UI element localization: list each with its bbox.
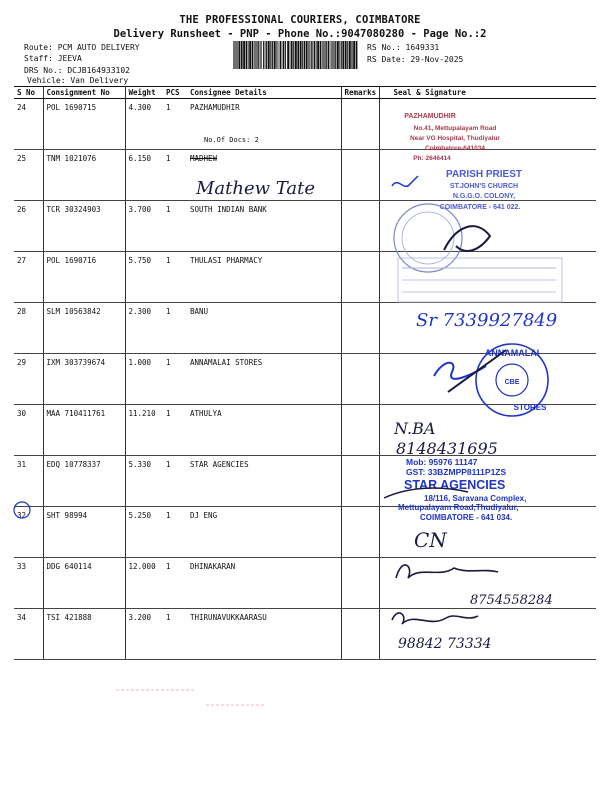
route-label: Route: PCM AUTO DELIVERY: [24, 43, 140, 52]
handwritten-phone: 98842 73334: [398, 636, 492, 652]
handwritten-initials: CN: [414, 528, 447, 552]
row-consignee-text: ANNAMALAI STORES: [190, 358, 263, 367]
row-sno-text: 25: [17, 154, 27, 163]
row-consignment-no-text: TSI 421888: [46, 613, 92, 622]
barcode-bar: [331, 41, 332, 69]
row-pcs-text: 1: [166, 562, 171, 571]
row-weight-text: 2.300: [128, 307, 152, 316]
stamp-line: 18/116, Saravana Complex,: [424, 494, 527, 503]
col-header-weight: Weight: [125, 87, 163, 99]
row-consignee: [187, 456, 341, 507]
row-consignment-no: [43, 252, 125, 303]
row-consignment-no-text: IXM 303739674: [46, 358, 106, 367]
row-consignment-no: [43, 303, 125, 354]
row-weight-text: 5.750: [128, 256, 152, 265]
barcode-bar: [347, 41, 348, 69]
row-weight: [125, 99, 163, 150]
barcode-bar: [254, 41, 255, 69]
row-weight-text: 1.000: [128, 358, 152, 367]
row-weight: [125, 456, 163, 507]
row-consignee-text: STAR AGENCIES: [190, 460, 249, 469]
row-weight-text: 3.700: [128, 205, 152, 214]
drs-number: DRS No.: DCJB164933102: [24, 66, 130, 75]
row-pcs: [163, 456, 187, 507]
row-consignment-no-text: TNM 1021076: [46, 154, 97, 163]
row-signature-cell: [379, 252, 596, 303]
row-pcs-text: 1: [166, 460, 171, 469]
row-signature-cell: [379, 99, 596, 150]
row-signature-cell: [379, 303, 596, 354]
barcode-bar: [326, 41, 327, 69]
row-remarks: [341, 150, 379, 201]
barcode-bar: [337, 41, 339, 69]
row-pcs: [163, 150, 187, 201]
handwritten-signature: Mathew Tate: [196, 178, 315, 199]
barcode-bar: [356, 41, 358, 69]
rs-date: RS Date: 29-Nov-2025: [367, 55, 464, 64]
table-row: [14, 354, 596, 405]
row-pcs-text: 1: [166, 205, 171, 214]
row-consignee-text: MADHEW: [190, 154, 218, 163]
col-header-remarks: Remarks: [341, 87, 379, 99]
row-sno-text: 24: [17, 103, 27, 112]
barcode-bar: [258, 41, 259, 69]
stamp-line: Mob: 95976 11147: [406, 457, 478, 467]
barcode-bar: [261, 41, 262, 69]
row-sno: [14, 507, 43, 558]
table-row: [14, 150, 596, 201]
stamp-line: STAR AGENCIES: [404, 478, 506, 492]
barcode-bar: [263, 41, 264, 69]
row-weight-text: 5.330: [128, 460, 152, 469]
row-sno-text: 33: [17, 562, 27, 571]
row-consignee: [187, 354, 341, 405]
row-pcs-text: 1: [166, 154, 171, 163]
barcode-bar: [341, 41, 342, 69]
barcode-bar: [297, 41, 299, 69]
table-row: [14, 405, 596, 456]
row-pcs-text: 1: [166, 307, 171, 316]
row-consignment-no: [43, 150, 125, 201]
barcode-bar: [278, 41, 279, 69]
barcode-bar: [234, 41, 235, 69]
row-sno-text: 30: [17, 409, 27, 418]
row-sno-text: 26: [17, 205, 27, 214]
row-consignee: [187, 507, 341, 558]
table-row: [14, 252, 596, 303]
barcode-bar: [238, 41, 240, 69]
table-header-row: [14, 87, 596, 99]
barcode-bar: [293, 41, 294, 69]
row-signature-cell: [379, 150, 596, 201]
stamp-line: CBE: [504, 379, 520, 386]
runsheet-subtitle: Delivery Runsheet - PNP - Phone No.:9047080280 - Page No.:2: [113, 28, 487, 40]
company-title: THE PROFESSIONAL COURIERS, COIMBATORE: [179, 14, 421, 26]
row-sno: [14, 252, 43, 303]
row-consignment-no: [43, 354, 125, 405]
barcode-bar: [295, 41, 297, 69]
col-header-signature: Seal & Signature: [379, 87, 596, 99]
stamp-line: Near VG Hospital, Thudiyalur: [410, 135, 500, 142]
barcode-bar: [235, 41, 236, 69]
row-consignment-no-text: SHT 98994: [46, 511, 88, 520]
row-pcs-text: 1: [166, 103, 171, 112]
row-signature-cell: [379, 609, 596, 660]
row-weight-text: 5.250: [128, 511, 152, 520]
barcode-bar: [304, 41, 305, 69]
row-weight: [125, 354, 163, 405]
table-row: [14, 507, 596, 558]
row-consignee: [187, 303, 341, 354]
stamp-line: Mettupalayam Road,Thudiyalur,: [398, 503, 519, 512]
row-consignment-no: [43, 609, 125, 660]
barcode-bar: [328, 41, 329, 69]
row-consignee: [187, 405, 341, 456]
barcode-bar: [265, 41, 266, 69]
barcode-bar: [287, 41, 289, 69]
barcode-bar: [276, 41, 277, 69]
row-consignee: [187, 201, 341, 252]
row-sno-text: 31: [17, 460, 27, 469]
barcode-bar: [302, 41, 303, 69]
row-sno: [14, 201, 43, 252]
row-pcs-text: 1: [166, 256, 171, 265]
barcode-bar: [274, 41, 276, 69]
row-weight-text: 3.200: [128, 613, 152, 622]
col-header-consignee: Consignee Details: [187, 87, 341, 99]
row-sno: [14, 354, 43, 405]
row-remarks: [341, 99, 379, 150]
runsheet-table: [14, 86, 596, 660]
row-sno: [14, 558, 43, 609]
row-consignment-no: [43, 558, 125, 609]
barcode-bar: [320, 41, 322, 69]
stamp-line: COIMBATORE - 641 034.: [420, 513, 513, 522]
stamp-line: PARISH PRIEST: [446, 169, 522, 180]
row-weight: [125, 609, 163, 660]
row-pcs: [163, 405, 187, 456]
stamp-line: GST: 33BZMPP8111P1ZS: [406, 467, 507, 477]
handwritten-phone: 8754558284: [470, 593, 553, 608]
row-weight: [125, 150, 163, 201]
row-remarks: [341, 303, 379, 354]
stamp-line: Ph: 2646414: [413, 155, 451, 162]
row-weight-text: 12.000: [128, 562, 156, 571]
row-signature-cell: [379, 558, 596, 609]
barcode-bar: [324, 41, 325, 69]
barcode-bar: [339, 41, 340, 69]
row-consignment-no-text: DDG 640114: [46, 562, 92, 571]
row-weight: [125, 201, 163, 252]
row-sno-text: 34: [17, 613, 27, 622]
stamp-line: ANNAMALAI: [484, 348, 540, 358]
barcode-bar: [317, 41, 319, 69]
row-signature-cell: [379, 201, 596, 252]
row-weight-text: 6.150: [128, 154, 152, 163]
barcode-bar: [248, 41, 249, 69]
row-consignee-text: THIRUNAVUKKAARASU: [190, 613, 267, 622]
barcode-bar: [279, 41, 280, 69]
col-header-sno: S No: [14, 87, 43, 99]
row-pcs: [163, 609, 187, 660]
row-consignee: [187, 252, 341, 303]
barcode-bar: [233, 41, 234, 69]
row-weight-text: 4.300: [128, 103, 152, 112]
barcode-bar: [272, 41, 273, 69]
handwritten-signature: N.BA: [394, 419, 436, 438]
row-remarks: [341, 609, 379, 660]
barcode-bar: [322, 41, 323, 69]
barcode-bar: [345, 41, 347, 69]
barcode-bar: [246, 41, 248, 69]
barcode-bar: [335, 41, 336, 69]
row-consignee-text: ATHULYA: [190, 409, 222, 418]
row-consignment-no-text: SLM 10563842: [46, 307, 101, 316]
barcode-bar: [255, 41, 256, 69]
row-pcs: [163, 303, 187, 354]
row-sno-text: 29: [17, 358, 27, 367]
row-remarks: [341, 201, 379, 252]
row-consignee-text: THULASI PHARMACY: [190, 256, 263, 265]
row-consignee-text: PAZHAMUDHIR: [190, 103, 240, 112]
barcode-bar: [308, 41, 309, 69]
row-sno: [14, 150, 43, 201]
row-weight: [125, 405, 163, 456]
barcode-bar: [291, 41, 293, 69]
stamp-line: COIMBATORE - 641 022.: [439, 204, 521, 211]
barcode-bar: [280, 41, 281, 69]
barcode-bar: [268, 41, 270, 69]
barcode-bar: [282, 41, 283, 69]
handwritten-phone: 8148431695: [396, 439, 498, 458]
row-remarks: [341, 354, 379, 405]
barcode-bar: [342, 41, 344, 69]
row-sno: [14, 456, 43, 507]
barcode-bar: [312, 41, 313, 69]
row-weight: [125, 252, 163, 303]
row-consignee: [187, 150, 341, 201]
row-consignment-no-text: MAA 710411761: [46, 409, 106, 418]
row-sno-text: 32: [17, 511, 27, 520]
row-pcs: [163, 201, 187, 252]
row-pcs: [163, 354, 187, 405]
row-consignment-no: [43, 507, 125, 558]
row-consignment-no-text: POL 1690716: [46, 256, 97, 265]
stamp-line: Coimbatore-641034: [425, 145, 485, 152]
row-sno: [14, 405, 43, 456]
row-sno: [14, 609, 43, 660]
barcode-bar: [306, 41, 308, 69]
row-consignment-no: [43, 99, 125, 150]
row-sno: [14, 303, 43, 354]
barcode-bar: [353, 41, 355, 69]
row-weight-text: 11.210: [128, 409, 156, 418]
row-pcs-text: 1: [166, 358, 171, 367]
row-remarks: [341, 405, 379, 456]
table-row: [14, 558, 596, 609]
barcode-bar: [270, 41, 271, 69]
barcode-bar: [309, 41, 310, 69]
table-row: [14, 609, 596, 660]
barcode-bar: [241, 41, 243, 69]
stamp-line: ST.JOHN'S CHURCH: [449, 183, 519, 190]
barcode-bar: [252, 41, 254, 69]
row-consignee-text: SOUTH INDIAN BANK: [190, 205, 267, 214]
stamp-line: No.41, Mettupalayam Road: [413, 125, 497, 132]
row-pcs: [163, 99, 187, 150]
row-pcs: [163, 507, 187, 558]
barcode-bar: [332, 41, 333, 69]
barcode-bar: [260, 41, 261, 69]
barcode-bar: [285, 41, 286, 69]
row-consignee-text: DJ ENG: [190, 511, 218, 520]
col-header-pcs: PCS: [163, 87, 187, 99]
barcode-bar: [351, 41, 352, 69]
barcode-bar: [330, 41, 331, 69]
stamp-line: N.G.G.O. COLONY,: [452, 193, 516, 200]
row-remarks: [341, 456, 379, 507]
handwritten-phone: Sr 7339927849: [416, 310, 558, 331]
row-consignment-no-text: POL 1690715: [46, 103, 97, 112]
row-consignee-text: BANU: [190, 307, 209, 316]
barcode-bar: [256, 41, 257, 69]
row-consignment-no-text: EDQ 10778337: [46, 460, 101, 469]
table-row: [14, 303, 596, 354]
row-remarks: [341, 507, 379, 558]
table-row: [14, 99, 596, 150]
barcode-image: [233, 41, 359, 69]
staff-label: Staff: JEEVA: [24, 54, 82, 63]
row-pcs: [163, 252, 187, 303]
barcode-bar: [311, 41, 312, 69]
table-row: [14, 456, 596, 507]
row-signature-cell: [379, 354, 596, 405]
row-signature-cell: [379, 456, 596, 507]
row-consignee-text: DHINAKARAN: [190, 562, 236, 571]
row-consignment-no: [43, 201, 125, 252]
row-pcs-text: 1: [166, 613, 171, 622]
docs-count: No.Of Docs: 2: [204, 136, 259, 144]
stamp-line: STORES: [513, 403, 547, 412]
barcode-bar: [290, 41, 291, 69]
barcode-bar: [237, 41, 238, 69]
stamp-line: PAZHAMUDHIR: [404, 113, 456, 120]
barcode-bar: [314, 41, 316, 69]
row-pcs-text: 1: [166, 511, 171, 520]
barcode-bar: [249, 41, 251, 69]
row-pcs-text: 1: [166, 409, 171, 418]
barcode-bar: [243, 41, 245, 69]
col-header-consignment: Consignment No: [43, 87, 125, 99]
row-sno-text: 28: [17, 307, 27, 316]
barcode-bar: [349, 41, 351, 69]
row-signature-cell: [379, 507, 596, 558]
barcode-bar: [300, 41, 302, 69]
row-consignee: [187, 609, 341, 660]
vehicle-label: Vehicle: Van Delivery: [27, 76, 129, 85]
row-weight: [125, 558, 163, 609]
row-weight: [125, 303, 163, 354]
row-remarks: [341, 252, 379, 303]
barcode-bar: [316, 41, 317, 69]
barcode-bar: [323, 41, 324, 69]
barcode-bar: [283, 41, 284, 69]
table-row: [14, 201, 596, 252]
row-sno: [14, 99, 43, 150]
row-consignment-no: [43, 405, 125, 456]
row-consignment-no: [43, 456, 125, 507]
row-signature-cell: [379, 405, 596, 456]
row-consignee: [187, 99, 341, 150]
row-consignment-no-text: TCR 30324903: [46, 205, 101, 214]
row-consignee: [187, 558, 341, 609]
row-sno-text: 27: [17, 256, 27, 265]
barcode-bar: [333, 41, 334, 69]
rs-number: RS No.: 1649331: [367, 43, 440, 52]
row-remarks: [341, 558, 379, 609]
row-weight: [125, 507, 163, 558]
row-pcs: [163, 558, 187, 609]
barcode-bar: [266, 41, 267, 69]
